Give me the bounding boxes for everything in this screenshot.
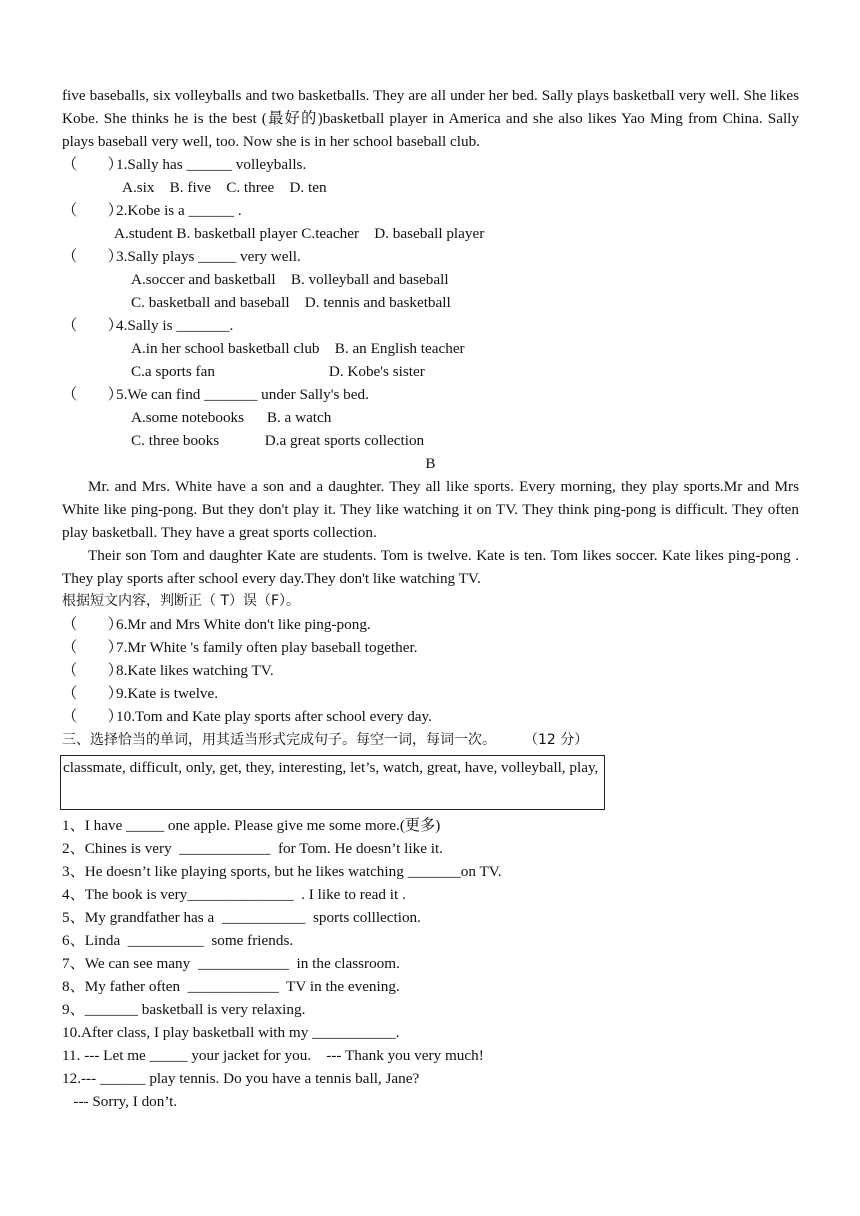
question-row [62,636,799,659]
question-row [62,153,799,176]
question-options: C. three books D.a great sports collection [131,432,425,449]
question-stem: 3.Sally plays _____ very well. [116,248,301,265]
question-stem: 9.Kate is twelve. [116,685,219,702]
questions-b [62,613,799,728]
answer-paren: （ ） [62,202,123,219]
fill-in-item: 5、My grandfather has a ___________ sports colllection. [62,909,421,926]
question-options: C. basketball and baseball D. tennis and basketball [131,294,451,311]
fill-in-item: 12.--- ______ play tennis. Do you have a tennis ball, Jane? [62,1070,420,1087]
question-row [62,383,799,406]
question-stem: 1.Sally has ______ volleyballs. [116,156,307,173]
question-stem: 10.Tom and Kate play sports after school every day. [116,708,432,725]
fill-in-item: 9、_______ basketball is very relaxing. [62,1001,306,1018]
question-row [62,613,799,636]
fill-in-item: 7、We can see many ____________ in the classroom. [62,955,400,972]
section-3-score: （12 分） [524,732,589,748]
question-row [62,245,799,268]
question-row [62,659,799,682]
answer-paren: （ ） [62,662,123,679]
section-b-heading: B [425,455,436,472]
question-options: A.soccer and basketball B. volleyball and baseball [131,271,449,288]
questions-a [62,153,799,452]
true-false-instruction: 根据短文内容，判断正（ T）误（F）。 [62,593,301,609]
question-stem: 6.Mr and Mrs White don't like ping-pong. [116,616,371,633]
question-stem: 2.Kobe is a ______ . [116,202,242,219]
answer-paren: （ ） [62,386,123,403]
worksheet-page [62,84,799,1113]
question-row [62,314,799,337]
question-stem: 8.Kate likes watching TV. [116,662,274,679]
answer-paren: （ ） [62,248,123,265]
question-stem: 5.We can find _______ under Sally's bed. [116,386,369,403]
question-options: C.a sports fan D. Kobe's sister [131,363,425,380]
question-row [62,682,799,705]
fill-in-item: 6、Linda __________ some friends. [62,932,294,949]
question-options: A.student B. basketball player C.teacher D. baseball player [114,225,485,242]
question-row [62,705,799,728]
fill-in-item: 1、I have _____ one apple. Please give me some more.(更多) [62,817,441,834]
passage-b-para-2: Their son Tom and daughter Kate are students. Tom is twelve. Kate is ten. Tom likes soccer. Kate likes ping-pong . They play sports after school every day.They don't like watching TV. [62,547,799,587]
section-3-heading: 三、选择恰当的单词，用其适当形式完成句子。每空一词，每词一次。 [62,732,496,748]
answer-paren: （ ） [62,156,123,173]
fill-in-item: --- Sorry, I don’t. [62,1093,178,1110]
answer-paren: （ ） [62,708,123,725]
question-stem: 7.Mr White 's family often play baseball together. [116,639,418,656]
question-options: A.some notebooks B. a watch [131,409,332,426]
fill-in-item: 11. --- Let me _____ your jacket for you. --- Thank you very much! [62,1047,484,1064]
answer-paren: （ ） [62,317,123,334]
answer-paren: （ ） [62,639,123,656]
question-options: A.in her school basketball club B. an English teacher [131,340,465,357]
question-stem: 4.Sally is _______. [116,317,234,334]
answer-paren: （ ） [62,616,123,633]
fill-in-item: 8、My father often ____________ TV in the evening. [62,978,400,995]
question-options: A.six B. five C. three D. ten [122,179,327,196]
word-box-text: classmate, difficult, only, get, they, interesting, let’s, watch, great, have, volleyball, play, [63,759,599,776]
fill-in-list [62,814,799,1113]
passage-b-para-1: Mr. and Mrs. White have a son and a daughter. They all like sports. Every morning, they play sports.Mr and Mrs White like ping-pong. But they don't play it. They like watching it on TV. They think ping-pong is difficult. They often play basketball. They have a great sports collection. [62,478,799,541]
section-3-heading-row [62,728,799,751]
passage-a-text: five baseballs, six volleyballs and two basketballs. They are all under her bed. Sally plays basketball very well. She likes Kobe. She thinks he is the best (最好的)basketball player in America and she also likes Yao Ming from China. Sally plays baseball very well, too. Now she is in her school baseball club. [62,87,799,150]
fill-in-item: 4、The book is very______________ . I like to read it . [62,886,406,903]
fill-in-item: 2、Chines is very ____________ for Tom. He doesn’t like it. [62,840,443,857]
answer-paren: （ ） [62,685,123,702]
fill-in-item: 10.After class, I play basketball with my ___________. [62,1024,400,1041]
question-row [62,199,799,222]
fill-in-item: 3、He doesn’t like playing sports, but he likes watching _______on TV. [62,863,502,880]
word-box [60,755,605,810]
